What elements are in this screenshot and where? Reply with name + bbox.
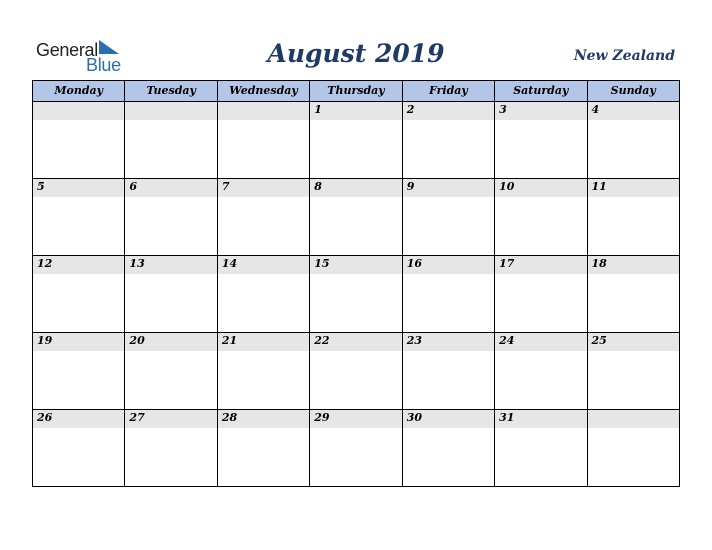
empty-day-cell bbox=[125, 102, 217, 178]
day-number-band bbox=[403, 333, 494, 351]
day-number-band bbox=[495, 102, 586, 120]
day-number-band bbox=[588, 410, 679, 428]
day-number-band bbox=[403, 102, 494, 120]
day-number-band bbox=[495, 256, 586, 274]
empty-day-cell bbox=[33, 102, 125, 178]
day-cell bbox=[218, 410, 310, 486]
day-number: 17 bbox=[499, 257, 515, 270]
week-row bbox=[32, 256, 680, 333]
day-number-band bbox=[495, 179, 586, 197]
day-number: 23 bbox=[406, 334, 422, 347]
day-number: 10 bbox=[499, 180, 515, 193]
day-cell bbox=[33, 179, 125, 255]
day-number-band bbox=[33, 179, 124, 197]
day-number: 22 bbox=[314, 334, 330, 347]
day-cell bbox=[495, 179, 587, 255]
day-number-band bbox=[588, 179, 679, 197]
logo-word-blue: Blue bbox=[86, 55, 121, 75]
day-cell bbox=[125, 410, 217, 486]
day-number-band bbox=[310, 102, 401, 120]
day-number: 15 bbox=[314, 257, 330, 270]
day-cell bbox=[403, 410, 495, 486]
day-cell bbox=[403, 102, 495, 178]
country-label: New Zealand bbox=[573, 48, 675, 64]
calendar-grid bbox=[32, 80, 680, 487]
month-title: August 2019 bbox=[267, 39, 445, 68]
day-number: 19 bbox=[37, 334, 53, 347]
day-number-band bbox=[218, 256, 309, 274]
day-number-band bbox=[588, 333, 679, 351]
weekday-header: Sunday bbox=[610, 84, 656, 97]
day-number-band bbox=[33, 410, 124, 428]
day-number-band bbox=[125, 179, 216, 197]
day-number-band bbox=[33, 333, 124, 351]
day-number: 28 bbox=[221, 411, 238, 424]
logo-word-general: General bbox=[36, 40, 98, 60]
day-number: 31 bbox=[499, 411, 515, 424]
day-cell bbox=[403, 256, 495, 332]
day-number: 7 bbox=[221, 180, 230, 193]
day-cell bbox=[310, 410, 402, 486]
day-cell bbox=[403, 333, 495, 409]
day-number: 1 bbox=[314, 103, 322, 116]
day-number-band bbox=[218, 410, 309, 428]
day-number: 6 bbox=[129, 180, 138, 193]
day-number-band bbox=[403, 410, 494, 428]
day-number: 4 bbox=[591, 103, 600, 116]
day-number-band bbox=[588, 102, 679, 120]
empty-day-cell bbox=[588, 410, 679, 486]
week-row bbox=[32, 102, 680, 179]
day-number-band bbox=[495, 410, 586, 428]
day-number-band bbox=[403, 256, 494, 274]
day-cell bbox=[495, 410, 587, 486]
empty-day-cell bbox=[218, 102, 310, 178]
day-cell bbox=[33, 256, 125, 332]
day-number-band bbox=[125, 333, 216, 351]
day-number: 13 bbox=[129, 257, 145, 270]
day-number: 11 bbox=[591, 180, 607, 193]
day-number: 5 bbox=[37, 180, 45, 193]
day-cell bbox=[588, 102, 679, 178]
day-number-band bbox=[125, 102, 216, 120]
day-number: 20 bbox=[129, 334, 145, 347]
day-number-band bbox=[310, 256, 401, 274]
day-number: 2 bbox=[406, 103, 415, 116]
day-number: 12 bbox=[37, 257, 53, 270]
day-number: 21 bbox=[221, 334, 238, 347]
day-number: 14 bbox=[221, 257, 238, 270]
day-number: 3 bbox=[499, 103, 507, 116]
day-cell bbox=[33, 333, 125, 409]
day-number-band bbox=[495, 333, 586, 351]
day-cell bbox=[495, 256, 587, 332]
day-number-band bbox=[403, 179, 494, 197]
day-cell bbox=[33, 410, 125, 486]
day-cell bbox=[310, 333, 402, 409]
week-row bbox=[32, 410, 680, 487]
weekday-header: Wednesday bbox=[218, 81, 310, 101]
day-number-band bbox=[33, 102, 124, 120]
day-cell bbox=[125, 256, 217, 332]
day-number-band bbox=[310, 179, 401, 197]
day-cell bbox=[588, 179, 679, 255]
day-cell bbox=[310, 256, 402, 332]
day-number-band bbox=[125, 256, 216, 274]
day-number: 25 bbox=[591, 334, 607, 347]
day-number: 27 bbox=[129, 411, 145, 424]
weekday-header: Friday bbox=[403, 81, 495, 101]
weeks-container bbox=[32, 102, 680, 487]
day-number-band bbox=[218, 102, 309, 120]
day-cell bbox=[495, 333, 587, 409]
day-cell bbox=[403, 179, 495, 255]
day-cell bbox=[125, 333, 217, 409]
day-number-band bbox=[218, 333, 309, 351]
day-number-band bbox=[125, 410, 216, 428]
day-cell bbox=[588, 333, 679, 409]
day-cell bbox=[218, 256, 310, 332]
day-cell bbox=[310, 102, 402, 178]
day-number: 30 bbox=[406, 411, 422, 424]
weekday-header-row bbox=[32, 80, 680, 102]
day-number: 18 bbox=[591, 257, 607, 270]
day-number-band bbox=[310, 410, 401, 428]
day-cell bbox=[218, 333, 310, 409]
day-number-band bbox=[588, 256, 679, 274]
day-number-band bbox=[218, 179, 309, 197]
day-number: 16 bbox=[406, 257, 422, 270]
weekday-header: Saturday bbox=[495, 81, 587, 101]
day-cell bbox=[125, 179, 217, 255]
day-number: 24 bbox=[499, 334, 515, 347]
day-number: 29 bbox=[314, 411, 330, 424]
day-cell bbox=[588, 256, 679, 332]
weekday-header: Tuesday bbox=[125, 81, 217, 101]
day-number: 8 bbox=[314, 180, 322, 193]
day-number-band bbox=[310, 333, 401, 351]
weekday-header: Thursday bbox=[310, 81, 402, 101]
week-row bbox=[32, 179, 680, 256]
day-number-band bbox=[33, 256, 124, 274]
day-number: 26 bbox=[37, 411, 53, 424]
week-row bbox=[32, 333, 680, 410]
day-cell bbox=[495, 102, 587, 178]
weekday-header: Monday bbox=[33, 81, 125, 101]
day-cell bbox=[310, 179, 402, 255]
day-cell bbox=[218, 179, 310, 255]
day-number: 9 bbox=[406, 180, 415, 193]
